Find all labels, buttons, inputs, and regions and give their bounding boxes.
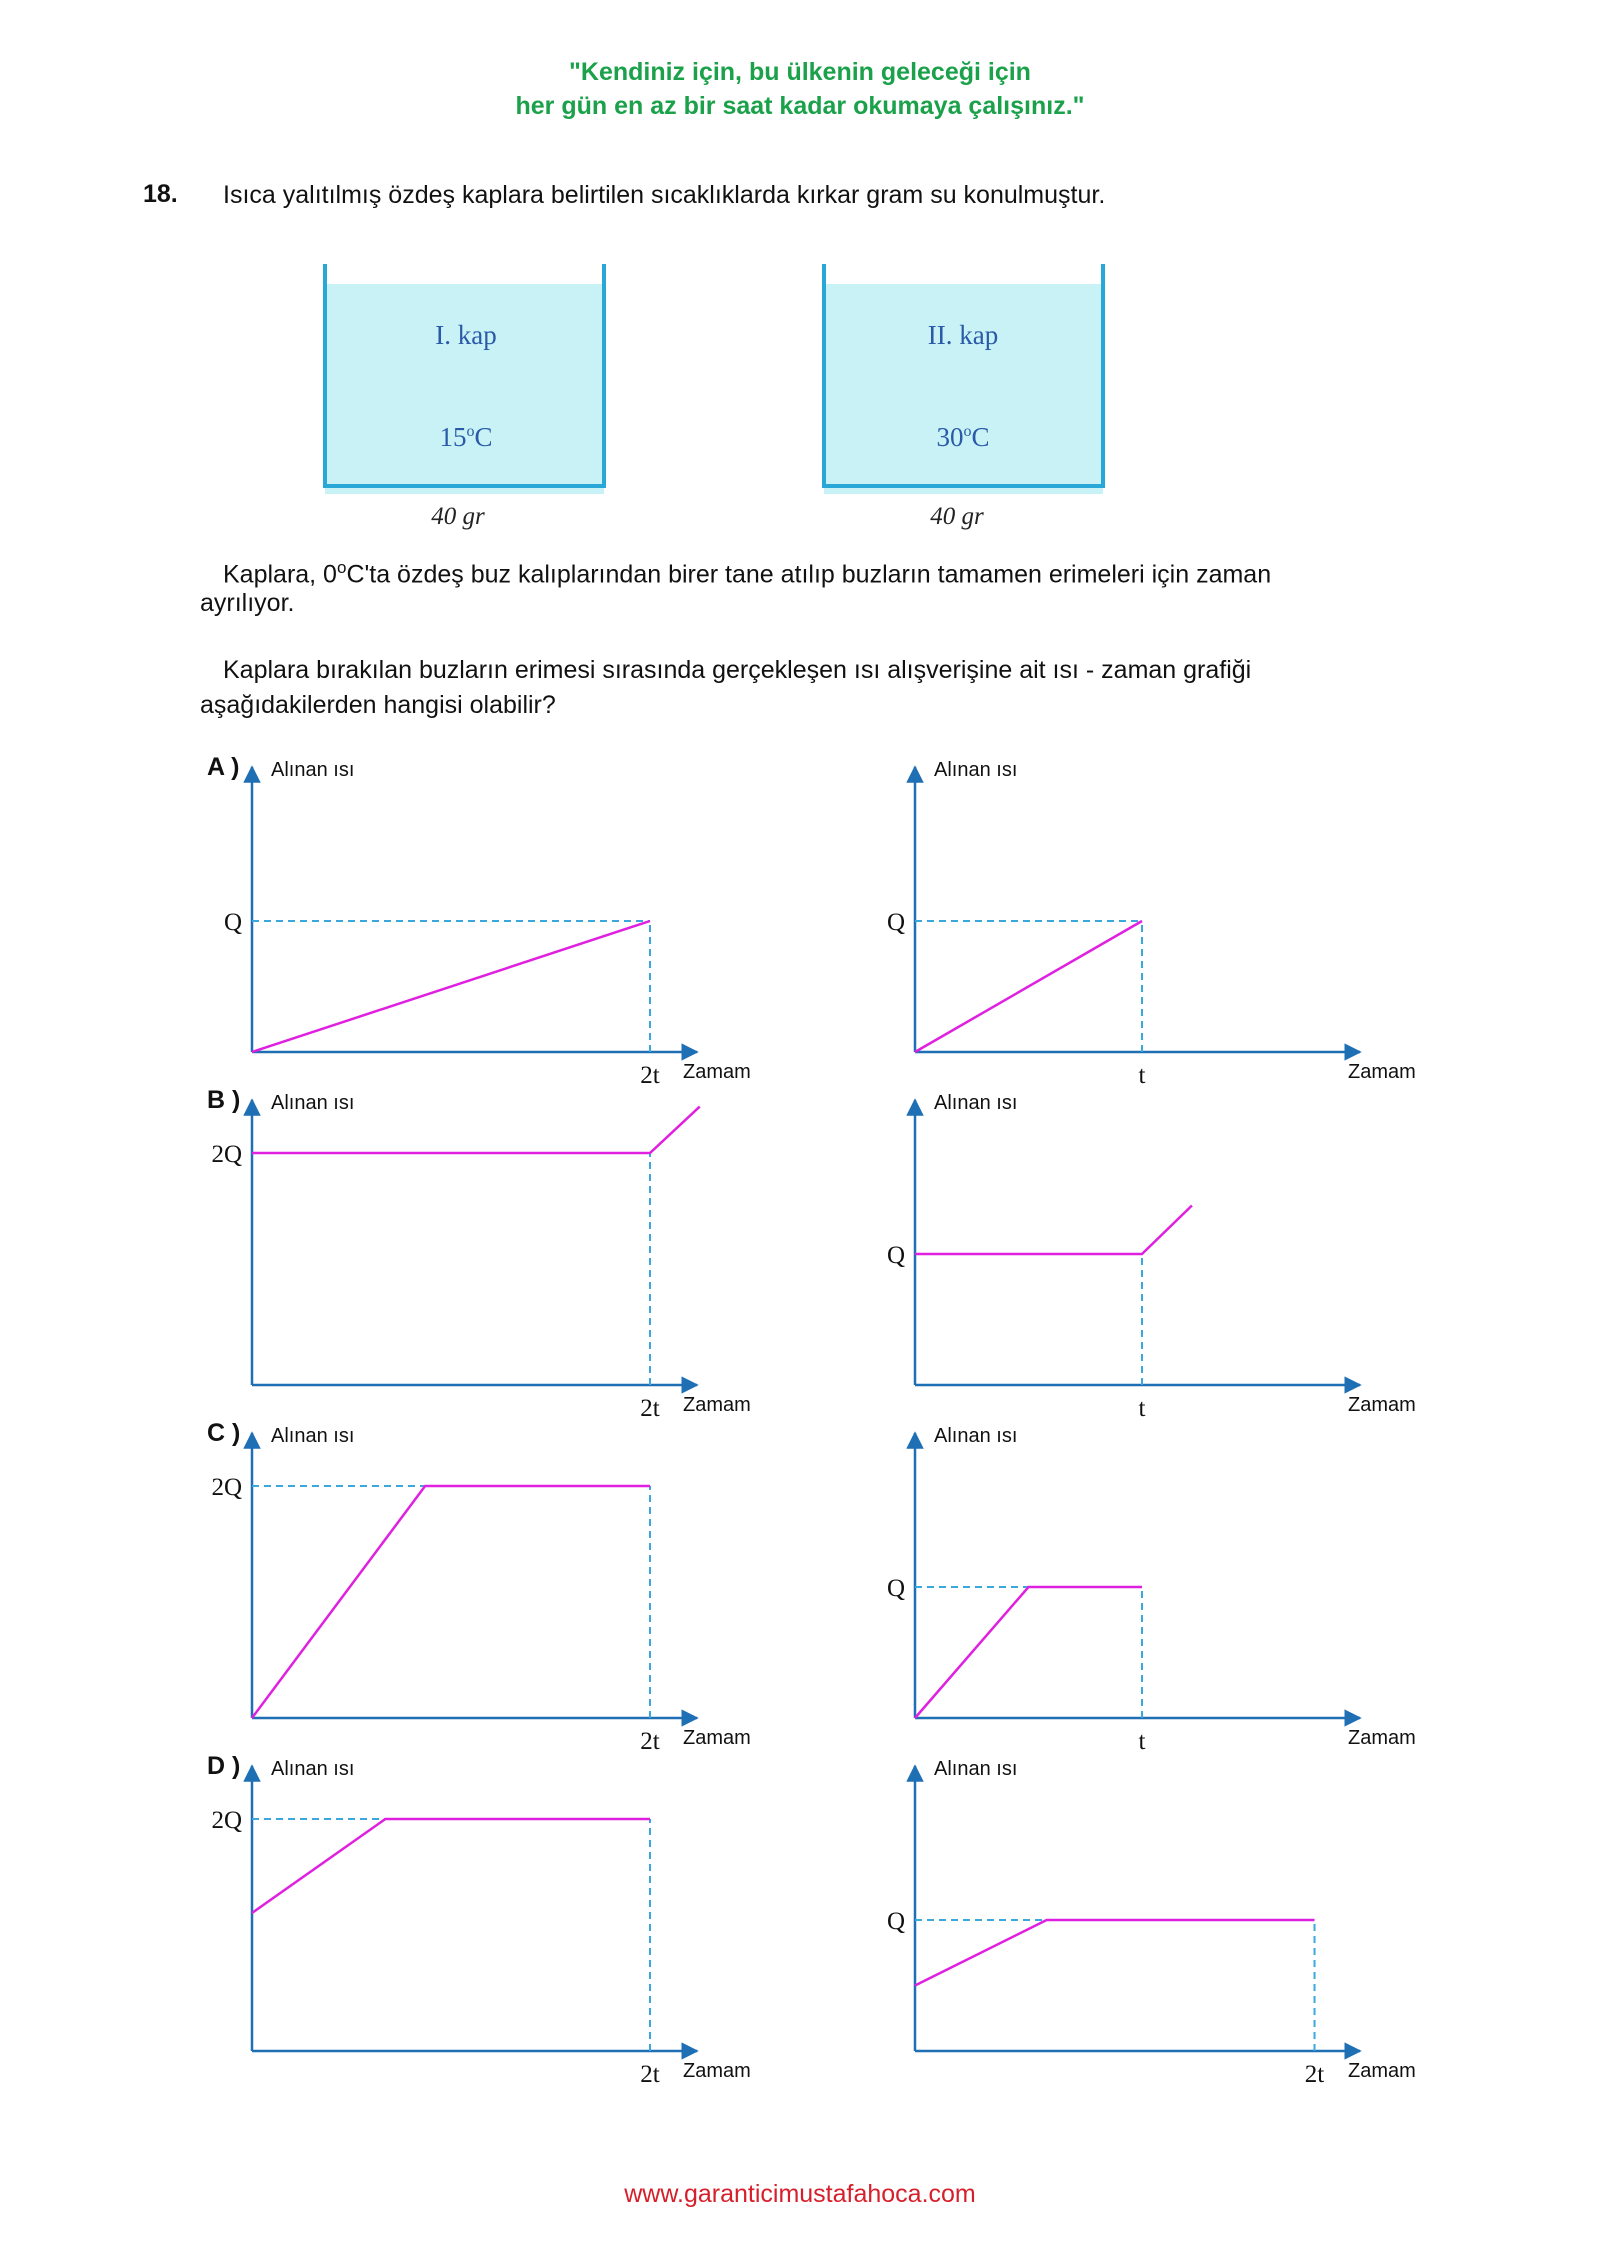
heat-curve — [915, 1587, 1142, 1718]
y-tick-label: Q — [886, 1242, 905, 1269]
question-para-2-line-1: Kaplara bırakılan buzların erimesi sırasında gerçekleşen ısı alışverişine ait ısı - zaman grafiği — [223, 656, 1252, 684]
y-axis-label: Alınan ısı — [271, 1425, 355, 1447]
header-quote-line-1: "Kendiniz için, bu ülkenin geleceği için — [569, 58, 1031, 86]
container-2-mass: 40 gr — [930, 503, 984, 530]
question-number: 18. — [143, 180, 178, 208]
option-label: B ) — [207, 1086, 241, 1114]
y-tick-label: Q — [223, 909, 242, 936]
graph-2 — [887, 759, 1416, 1089]
footer-url: www.garanticimustafahoca.com — [624, 2180, 976, 2208]
question-intro: Isıca yalıtılmış özdeş kaplara belirtilen sıcaklıklarda kırkar gram su konulmuştur. — [223, 181, 1106, 209]
container-2 — [824, 264, 1103, 530]
heat-curve — [252, 921, 650, 1052]
option-label: A ) — [207, 753, 240, 781]
container-1-temp-sup: o — [466, 423, 475, 440]
graph-3 — [207, 1086, 751, 1422]
para-1-pre: Kaplara, 0 — [223, 560, 337, 589]
container-2-temp-unit: C — [971, 422, 990, 452]
y-tick-label: Q — [886, 1908, 905, 1935]
x-tick-label: 2t — [640, 1728, 660, 1755]
x-axis-label: Zamam — [1348, 1061, 1416, 1083]
y-axis-label: Alınan ısı — [271, 1092, 355, 1114]
x-tick-label: 2t — [640, 1062, 660, 1089]
header-quote-line-2: her gün en az bir saat kadar okumaya çalışınız." — [515, 92, 1085, 120]
heat-curve — [915, 1206, 1192, 1254]
x-axis-label: Zamam — [683, 1727, 751, 1749]
x-axis-label: Zamam — [1348, 2060, 1416, 2082]
container-1-temp-unit: C — [474, 422, 493, 452]
x-tick-label: t — [1138, 1395, 1146, 1422]
x-tick-label: 2t — [1304, 2061, 1325, 2088]
question-para-2-line-2: aşağıdakilerden hangisi olabilir? — [200, 691, 556, 719]
x-tick-label: t — [1138, 1728, 1146, 1755]
graph-5 — [207, 1419, 751, 1755]
x-tick-label: 2t — [640, 1395, 660, 1422]
answer-graphs — [0, 740, 1600, 2140]
y-axis-label: Alınan ısı — [934, 759, 1018, 781]
container-2-label: II. kap — [927, 320, 999, 350]
question-para-1-line-2: ayrılıyor. — [200, 589, 295, 617]
y-axis-label: Alınan ısı — [934, 1758, 1018, 1780]
container-1-temp — [439, 422, 492, 452]
heat-curve — [252, 1486, 650, 1718]
container-2-temp-value: 30 — [936, 422, 964, 452]
para-1-sup: o — [336, 558, 347, 577]
container-1-temp-value: 15 — [439, 422, 467, 452]
y-tick-label: Q — [886, 1575, 905, 1602]
y-tick-label: 2Q — [211, 1807, 242, 1834]
option-label: C ) — [207, 1419, 241, 1447]
x-tick-label: t — [1138, 1062, 1146, 1089]
container-1-label: I. kap — [435, 320, 497, 350]
heat-curve — [915, 921, 1142, 1052]
x-axis-label: Zamam — [1348, 1394, 1416, 1416]
x-axis-label: Zamam — [1348, 1727, 1416, 1749]
graph-8 — [887, 1758, 1416, 2088]
x-axis-label: Zamam — [683, 1394, 751, 1416]
y-tick-label: 2Q — [211, 1141, 242, 1168]
x-axis-label: Zamam — [683, 2060, 751, 2082]
y-axis-label: Alınan ısı — [934, 1092, 1018, 1114]
containers-figure — [0, 255, 1600, 545]
question-para-1 — [223, 551, 1271, 591]
container-1 — [325, 264, 604, 530]
x-axis-label: Zamam — [683, 1061, 751, 1083]
y-axis-label: Alınan ısı — [271, 1758, 355, 1780]
y-tick-label: 2Q — [211, 1474, 242, 1501]
y-axis-label: Alınan ısı — [934, 1425, 1018, 1447]
container-2-temp — [936, 422, 989, 452]
container-1-water — [325, 284, 604, 494]
x-tick-label: 2t — [640, 2061, 660, 2088]
heat-curve — [915, 1920, 1315, 1986]
y-tick-label: Q — [886, 909, 905, 936]
y-axis-label: Alınan ısı — [271, 759, 355, 781]
para-1-post: C'ta özdeş buz kalıplarından birer tane atılıp buzların tamamen erimeleri için zaman — [346, 560, 1272, 589]
container-2-water — [824, 284, 1103, 494]
option-label: D ) — [207, 1752, 241, 1780]
heat-curve — [252, 1819, 650, 1913]
graph-4 — [887, 1092, 1416, 1422]
graph-6 — [887, 1425, 1416, 1755]
container-2-temp-sup: o — [963, 423, 972, 440]
graph-7 — [207, 1752, 751, 2088]
graph-1 — [207, 753, 751, 1089]
container-1-mass: 40 gr — [431, 503, 485, 530]
